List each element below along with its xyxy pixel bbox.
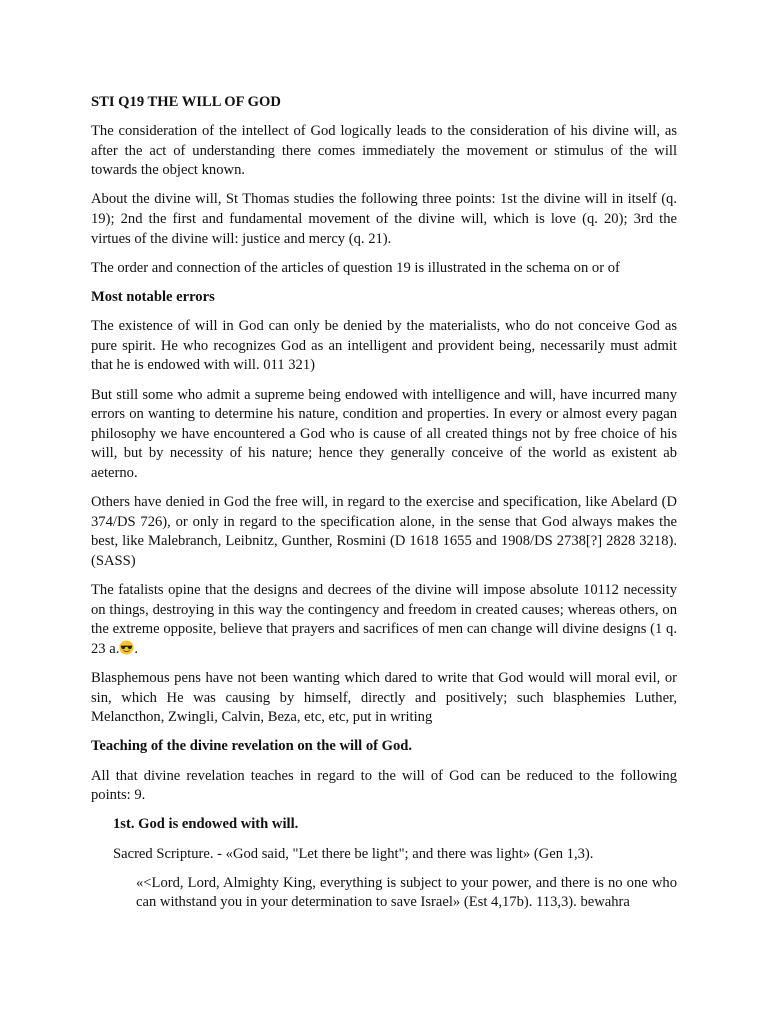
errors-paragraph-3: Others have denied in God the free will, in regard to the exercise and specification, like Abelard (D 374/DS 726), or only in regard to the specification alone, in the sense that God always makes the best, like Malebranch, Leibnitz, Gunther, Rosmini (D 1618 1655 and 1908/DS 2738[?] 2828 3218). (SASS) bbox=[91, 494, 677, 569]
scripture-paragraph: Sacred Scripture. - «God said, "Let there be light"; and there was light» (Gen 1,3). bbox=[113, 845, 594, 862]
errors-paragraph-4-end: . bbox=[134, 640, 139, 657]
points-paragraph: About the divine will, St Thomas studies the following three points: 1st the divine will in itself (q. 19); 2nd the first and fundamental movement of the divine will, which is love (q. 20); 3rd the virtues of the divine will: justice and mercy (q. 21). bbox=[91, 191, 677, 247]
errors-paragraph-4-text: The fatalists opine that the designs and decrees of the divine will impose absolute 10112 necessity on things, destroying in this way the contingency and freedom in created causes; whereas others, on the extreme opposite, believe that prayers and sacrifices of men can change will divine designs (1 q. 23 a. bbox=[91, 582, 677, 657]
errors-heading: Most notable errors bbox=[91, 289, 215, 306]
intro-paragraph: The consideration of the intellect of God logically leads to the consideration of his divine will, as after the act of understanding there comes immediately the movement or stimulus of the will towards the object known. bbox=[91, 123, 677, 179]
document-title: STI Q19 THE WILL OF GOD bbox=[91, 94, 281, 110]
errors-paragraph-1: The existence of will in God can only be denied by the materialists, who do not conceive God as pure spirit. He who recognizes God as an intelligent and provident being, necessarily must admit that he is endowed with will. 011 321) bbox=[91, 318, 677, 374]
errors-paragraph-2: But still some who admit a supreme being endowed with intelligence and will, have incurred many errors on wanting to determine his nature, condition and properties. In every or almost every pagan philosophy we have encountered a God who is cause of all created things not by free choice of his will, but by necessity of his nature; hence they generally conceive of the world as existent ab aeterno. bbox=[91, 386, 677, 481]
teaching-paragraph: All that divine revelation teaches in regard to the will of God can be reduced to the following points: 9. bbox=[91, 767, 677, 804]
quote-paragraph: «<Lord, Lord, Almighty King, everything is subject to your power, and there is no one who can withstand you in your determination to save Israel» (Est 4,17b). 113,3). bewahra bbox=[136, 874, 677, 911]
order-paragraph: The order and connection of the articles of question 19 is illustrated in the schema on or of bbox=[91, 259, 620, 276]
errors-paragraph-4 bbox=[91, 581, 677, 659]
document-page bbox=[91, 93, 677, 923]
teaching-heading: Teaching of the divine revelation on the will of God. bbox=[91, 738, 413, 755]
sunglasses-emoji-icon bbox=[119, 640, 134, 655]
errors-paragraph-5: Blasphemous pens have not been wanting which dared to write that God would will moral evil, or sin, which He was causing by himself, directly and positively; such blasphemies Luther, Melancthon, Zwingli, Calvin, Beza, etc, etc, put in writing bbox=[91, 670, 677, 726]
point-1-heading: 1st. God is endowed with will. bbox=[113, 816, 299, 833]
